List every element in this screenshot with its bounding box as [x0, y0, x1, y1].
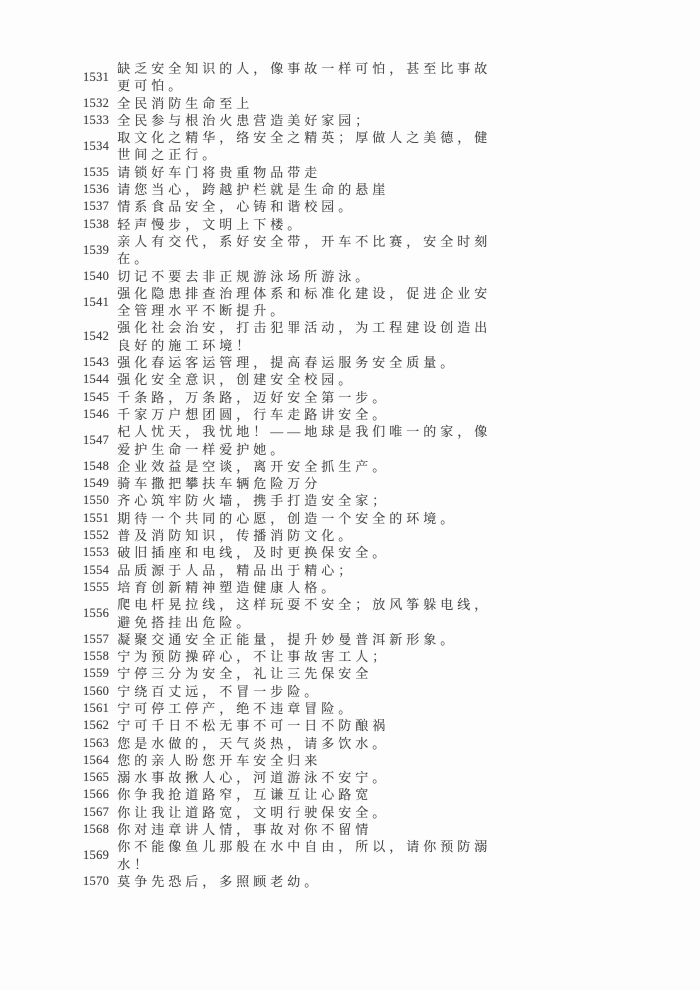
list-item — [83, 164, 660, 181]
item-text: 全民参与根治火患营造美好家园； — [117, 112, 373, 128]
item-text: 齐心筑牢防火墙，携手打造安全家； — [117, 493, 390, 509]
item-text: 您的亲人盼您开车安全归来 — [117, 752, 322, 768]
item-number: 1548 — [83, 458, 110, 473]
list-item — [83, 527, 660, 544]
list-item — [83, 492, 660, 509]
item-text: 全民消防生命至上 — [117, 95, 254, 111]
list-item — [83, 60, 660, 95]
list-item — [83, 631, 660, 648]
item-text: 普及消防知识，传播消防文化。 — [117, 528, 356, 544]
list-item — [83, 700, 660, 717]
item-number: 1539 — [83, 242, 110, 257]
item-text: 你争我抢道路窄，互谦互让心路宽 — [117, 787, 373, 803]
list-item — [83, 458, 660, 475]
item-text: 宁为预防操碎心，不让事故害工人； — [117, 649, 390, 665]
list-item — [83, 95, 660, 112]
list-item — [83, 319, 660, 354]
item-text: 您是水做的，天气炎热，请多饮水。 — [117, 735, 390, 751]
item-text: 莫争先恐后，多照顾老幼。 — [117, 873, 322, 889]
item-number: 1553 — [83, 545, 110, 560]
item-number: 1552 — [83, 528, 110, 543]
list-item — [83, 216, 660, 233]
item-text: 溺水事故揪人心，河道游泳不安宁。 — [117, 770, 390, 786]
slogan-list — [83, 60, 660, 890]
list-item — [83, 510, 660, 527]
list-item — [83, 129, 660, 164]
item-number: 1565 — [83, 770, 110, 785]
item-text: 轻声慢步，文明上下楼。 — [117, 216, 305, 232]
item-text: 宁可停工停产，绝不违章冒险。 — [117, 700, 356, 716]
item-number: 1570 — [83, 873, 110, 888]
list-item — [83, 648, 660, 665]
item-text: 你对违章讲人情，事故对你不留情 — [117, 822, 373, 838]
item-text: 企业效益是空谈，离开安全抓生产。 — [117, 458, 390, 474]
list-item — [83, 786, 660, 803]
item-number: 1566 — [83, 787, 110, 802]
item-number: 1562 — [83, 718, 110, 733]
list-item — [83, 769, 660, 786]
item-number: 1561 — [83, 700, 110, 715]
list-item — [83, 752, 660, 769]
item-number: 1542 — [83, 329, 110, 344]
item-text: 爬电杆晃拉线，这样玩耍不安全；放风筝躲电线，避免搭挂出危险。 — [117, 597, 492, 630]
item-number: 1535 — [83, 164, 110, 179]
list-item — [83, 544, 660, 561]
item-number: 1538 — [83, 216, 110, 231]
item-number: 1555 — [83, 579, 110, 594]
item-number: 1546 — [83, 406, 110, 421]
item-number: 1563 — [83, 735, 110, 750]
item-text: 培育创新精神塑造健康人格。 — [117, 579, 339, 595]
item-number: 1543 — [83, 355, 110, 370]
item-number: 1547 — [83, 432, 110, 447]
item-text: 宁绕百丈远，不冒一步险。 — [117, 683, 322, 699]
item-text: 骑车撒把攀扶车辆危险万分 — [117, 476, 322, 492]
item-number: 1545 — [83, 389, 110, 404]
item-text: 破旧插座和电线，及时更换保安全。 — [117, 545, 390, 561]
item-number: 1537 — [83, 199, 110, 214]
list-item — [83, 112, 660, 129]
item-number: 1567 — [83, 804, 110, 819]
item-text: 强化安全意识，创建安全校园。 — [117, 372, 356, 388]
item-text: 取文化之精华，络安全之精英；厚做人之美德，健世间之正行。 — [117, 130, 492, 163]
item-number: 1536 — [83, 182, 110, 197]
item-number: 1556 — [83, 605, 110, 620]
item-number: 1564 — [83, 752, 110, 767]
list-item — [83, 354, 660, 371]
item-text: 强化隐患排查治理体系和标准化建设，促进企业安全管理水平不断提升。 — [117, 285, 492, 319]
item-text: 杞人忧天，我忧地！——地球是我们唯一的家，像爱护生命一样爱护她。 — [117, 424, 492, 457]
list-item — [83, 198, 660, 215]
item-number: 1541 — [83, 294, 110, 309]
list-item — [83, 838, 660, 873]
item-text: 强化社会治安，打击犯罪活动，为工程建设创造出良好的施工环境！ — [117, 320, 492, 353]
item-number: 1557 — [83, 631, 110, 646]
list-item — [83, 562, 660, 579]
item-text: 千条路，万条路，迈好安全第一步。 — [117, 389, 390, 405]
item-number: 1544 — [83, 372, 110, 387]
item-text: 千家万户想团圆，行车走路讲安全。 — [117, 406, 390, 422]
item-number: 1550 — [83, 493, 110, 508]
list-item — [83, 579, 660, 596]
item-number: 1549 — [83, 476, 110, 491]
list-item — [83, 804, 660, 821]
list-item — [83, 406, 660, 423]
list-item — [83, 735, 660, 752]
item-text: 强化春运客运管理，提高春运服务安全质量。 — [117, 355, 458, 371]
item-number: 1531 — [83, 69, 110, 84]
list-item — [83, 371, 660, 388]
list-item — [83, 475, 660, 492]
item-number: 1532 — [83, 95, 110, 110]
item-text: 品质源于人品，精品出于精心； — [117, 562, 356, 578]
item-text: 情系食品安全，心铸和谐校园。 — [117, 199, 356, 215]
item-text: 宁可千日不松无事不可一日不防酿祸 — [117, 718, 390, 734]
list-item — [83, 181, 660, 198]
list-item — [83, 821, 660, 838]
item-number: 1559 — [83, 666, 110, 681]
list-item — [83, 285, 660, 320]
item-number: 1551 — [83, 510, 110, 525]
item-text: 缺乏安全知识的人，像事故一样可怕，甚至比事故更可怕。 — [117, 61, 492, 94]
list-item — [83, 596, 660, 631]
item-number: 1569 — [83, 848, 110, 862]
item-number: 1534 — [83, 138, 110, 153]
item-number: 1568 — [83, 822, 110, 837]
item-text: 你让我让道路宽，文明行驶保安全。 — [117, 804, 390, 820]
list-item — [83, 389, 660, 406]
list-item — [83, 233, 660, 268]
list-item — [83, 683, 660, 700]
list-item — [83, 717, 660, 734]
item-text: 宁停三分为安全，礼让三先保安全 — [117, 666, 373, 682]
list-item — [83, 665, 660, 682]
item-text: 亲人有交代，系好安全带，开车不比赛，安全时刻在。 — [117, 233, 492, 267]
item-number: 1554 — [83, 562, 110, 577]
item-text: 请您当心，跨越护栏就是生命的悬崖 — [117, 182, 390, 198]
item-text: 切记不要去非正规游泳场所游泳。 — [117, 268, 373, 284]
item-number: 1540 — [83, 268, 110, 283]
list-item — [83, 423, 660, 458]
list-item — [83, 268, 660, 285]
item-text: 凝聚交通安全正能量，提升妙曼普洱新形象。 — [117, 631, 458, 647]
item-text: 期待一个共同的心愿，创造一个安全的环境。 — [117, 510, 458, 526]
item-number: 1558 — [83, 649, 110, 664]
item-text: 请锁好车门将贵重物品带走 — [117, 164, 322, 180]
item-text: 你不能像鱼儿那般在水中自由，所以，请你预防溺水！ — [117, 839, 492, 872]
item-number: 1533 — [83, 112, 110, 127]
item-number: 1560 — [83, 683, 110, 698]
list-item — [83, 873, 660, 890]
